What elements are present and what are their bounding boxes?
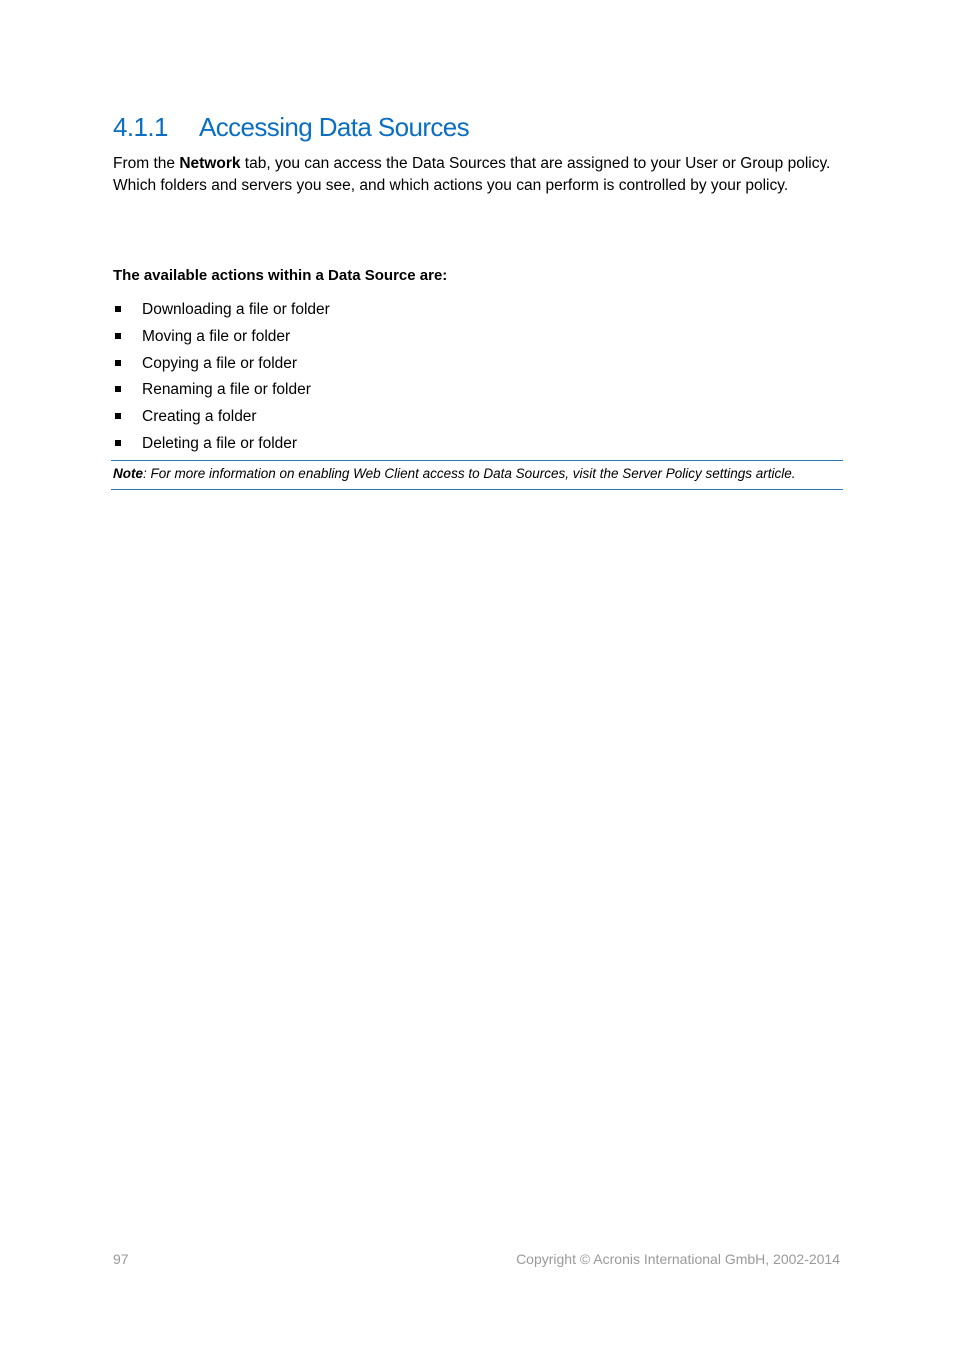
list-item-label: Moving a file or folder: [142, 327, 291, 345]
list-item-label: Deleting a file or folder: [142, 434, 298, 452]
square-bullet-icon: [115, 306, 121, 312]
list-item: [113, 432, 330, 459]
intro-paragraph: [113, 153, 843, 197]
note-box: [111, 460, 843, 490]
list-item-label: Copying a file or folder: [142, 354, 298, 372]
square-bullet-icon: [115, 386, 121, 392]
square-bullet-icon: [115, 413, 121, 419]
copyright-notice: Copyright © Acronis International GmbH, 2002-2014: [516, 1251, 840, 1267]
square-bullet-icon: [115, 440, 121, 446]
square-bullet-icon: [115, 360, 121, 366]
intro-prefix: From the: [113, 155, 180, 172]
intro-bold-network: Network: [179, 155, 241, 172]
section-number: 4.1.1: [113, 112, 168, 142]
list-item: [113, 405, 330, 432]
square-bullet-icon: [115, 333, 121, 339]
note-label: Note: [113, 466, 143, 481]
list-item-label: Downloading a file or folder: [142, 301, 330, 318]
actions-heading: The available actions within a Data Source are:: [113, 267, 448, 284]
page-number: 97: [113, 1251, 129, 1267]
section-heading: [113, 112, 469, 143]
list-item: [113, 298, 330, 325]
note-text: : For more information on enabling Web Client access to Data Sources, visit the Server Policy settings article.: [143, 466, 796, 481]
list-item: [113, 325, 330, 352]
list-item-label: Renaming a file or folder: [142, 381, 311, 399]
list-item-label: Creating a folder: [142, 408, 257, 426]
section-title: Accessing Data Sources: [199, 112, 470, 142]
actions-list: [113, 298, 330, 459]
list-item: [113, 352, 330, 379]
intro-suffix: tab, you can access the Data Sources that are assigned to your User or Group policy. Which folders and servers you see, and which actions you can perform is controlled by your policy.: [113, 155, 831, 194]
list-item: [113, 378, 330, 405]
